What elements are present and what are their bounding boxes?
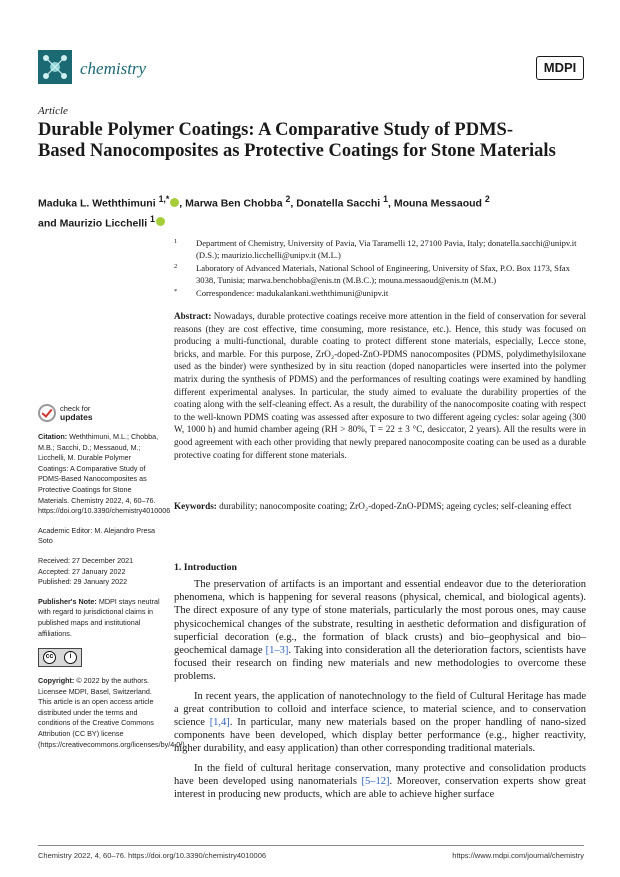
published-date: Published: 29 January 2022 [38,577,128,587]
publication-dates [38,556,160,588]
copyright-block [38,676,187,750]
abstract [174,310,586,461]
keywords-text: durability; nanocomposite coating; ZrO₂-doped-ZnO-PDMS; ageing cycles; self-cleaning effect [219,501,572,511]
affiliation-item [174,262,584,287]
publisher-note-label: Publisher's Note: [38,596,97,606]
correspondence-text: Correspondence: madukalankani.weththimuni@unipv.it [196,287,389,298]
attribution-icon: i [64,651,77,664]
article-title: Durable Polymer Coatings: A Comparative Study of PDMS-Based Nanocomposites as Protective Coatings for Stone Materials [38,120,556,161]
author-list: Maduka L. Weththimuni $^{1,*}$ , Marwa Ben Chobba $^2$, Donatella Sacchi $^1$, Mouna Messaoud $^2$ and Maurizio Licchelli $^1$ [38,194,490,229]
orcid-icon[interactable] [170,198,179,207]
citation-link[interactable]: [5–12] [361,775,390,787]
keywords [174,500,586,513]
citation-text: Weththimuni, M.L.; Chobba, M.B.; Sacchi, D.; Messaoud, M.; Licchelli, M. Durable Polymer Coatings: A Comparative Study of PDMS-Based Nanocomposites as Protective Coatings for Stone Materials. Chemistry 2022, 4, 60–76. https://doi.org/10.3390/chemistry4010006 [38,432,171,516]
academic-editor: Academic Editor: M. Alejandro Presa Soto [38,525,156,546]
author-affiliation-mark: 1 [383,194,389,204]
orcid-icon[interactable] [156,217,165,226]
affiliation-text: Laboratory of Advanced Materials, National School of Engineering, University of Sfax, P.O. Box 1173, Sfax 3038, Tunisia; marwa.benchobba@enis.tn (M.B.C.); mouna.messaoud@enis.tn (M.M.) [196,262,570,286]
citation-link[interactable]: [1,4] [209,717,230,729]
author-name[interactable]: Mouna Messaoud [393,197,482,210]
body-text [174,578,586,807]
footer-journal-link[interactable]: https://www.mdpi.com/journal/chemistry [452,851,584,860]
abstract-label: Abstract: [174,311,212,321]
affiliation-item [174,237,584,262]
creative-commons-icon: cc [43,651,56,664]
check-for-updates-button[interactable] [38,404,160,422]
cc-by-license-badge[interactable] [38,648,82,667]
journal-header [38,50,584,90]
copyright-text: © 2022 by the authors. Licensee MDPI, Basel, Switzerland. This article is an open access article distributed under the terms and conditions of the Creative Commons Attribution (CC BY) license (https://creativecommons.org/licenses/by/4.0/). [38,676,187,749]
affiliation-item [174,287,584,299]
section-heading: 1. Introduction [174,562,237,573]
journal-name[interactable]: chemistry [80,59,147,78]
affiliation-list [174,237,584,299]
body-paragraph: In recent years, the application of nanotechnology to the field of Cultural Heritage has made a great contribution to colloid and interface science, to material science, and to conservation science [1,4]. In particular, many new materials based on the proper handling of nano-sized components have been developed, which display better performance (e.g., higher reactivity, higher durability, and easy application) than other corresponding traditional materials. [174,690,586,755]
article-type: Article [38,105,68,117]
publisher-note-text: MDPI stays neutral with regard to jurisdictional claims in published maps and institutional affiliations. [38,596,160,638]
author-name[interactable]: Maurizio Licchelli [59,217,148,229]
affiliation-number: 1 [174,238,178,245]
author-affiliation-mark: 1,* [158,194,170,204]
author-affiliation-mark: 2 [285,194,291,204]
publisher-note [38,597,160,639]
citation-block [38,432,171,517]
accepted-date: Accepted: 27 January 2022 [38,566,126,576]
author-name[interactable]: Marwa Ben Chobba [185,197,283,210]
received-date: Received: 27 December 2021 [38,555,134,565]
author-name[interactable]: Maduka L. Weththimuni [38,197,156,210]
keywords-label: Keywords: [174,501,217,511]
affiliation-number: * [174,287,178,295]
author-affiliation-mark: 2 [484,194,490,204]
journal-logo-icon [38,50,72,84]
check-updates-label: check for updates [60,403,93,422]
copyright-label: Copyright: [38,676,75,686]
citation-label: Citation: [38,432,68,441]
mdpi-logo[interactable]: MDPI [536,56,584,80]
author-affiliation-mark: 1 [150,213,155,224]
article-sidebar [38,403,187,759]
affiliation-number: 2 [174,262,178,270]
footer-citation[interactable]: Chemistry 2022, 4, 60–76. https://doi.org/10.3390/chemistry4010006 [38,851,267,860]
body-paragraph: The preservation of artifacts is an important and essential endeavor due to the deterioration phenomena, which is happening for several reasons (physical, chemical, and biological agents). The direct exposure of any type of stone materials, particularly the most porous ones, may cause physicochemical changes of the substrate, resulting in aesthetic deformation and disfiguration of superficial decoration (e.g., the formation of black crusts) and bio–geophysical and bio–geochemical damage [1–3]. Taking into consideration all the deterioration factors, scientists have focused their research on finding new materials and new methodologies to overcome these problems. [174,579,586,683]
affiliation-text: Department of Chemistry, University of Pavia, Via Taramelli 12, 27100 Pavia, Italy; donatella.sacchi@unipv.it (D.S.); maurizio.licchelli@unipv.it (M.L.) [196,238,577,261]
body-paragraph: In the field of cultural heritage conservation, many protective and consolidation products have been developed using nanomaterials [5–12]. Moreover, conservation experts show great interest in producing new products, which are able to achieve higher surface [174,762,587,801]
page-footer [38,845,584,860]
citation-link[interactable]: [1–3] [265,645,289,657]
check-updates-icon [38,404,56,422]
author-name[interactable]: Donatella Sacchi [296,197,381,210]
abstract-text: Nowadays, durable protective coatings receive more attention in the field of conservation for several reasons (they are cost effective, time consuming, more resistance, etc.). Hence, this study was focused on producing a multi-functional, durable coating to protect different stone materials, especially, Lecce stone, bricks, and marble. For this purpose, ZrO₂-doped-ZnO-PDMS nanocomposites (PDMS, polydimethylsiloxane used as the binder) were synthesized by in situ reaction (doped nanoparticles were inserted into the polymer matrix during the synthesis of PDMS) and the performances of resulting coatings were examined by handling different experimental analyses. In particular, the study aimed to evaluate the durability properties of the coating along with the self-cleaning effect. As a result, the durability of the nanocomposite coating with respect to the well-known PDMS coating was assessed after exposure to two different ageing cycles: solar ageing (300 W, 1000 h) and humid chamber ageing (RH > 80%, T = 22 ± 3 °C, desiccator, 2 years). All the results were in good agreement with each other providing that newly prepared nanocomposite coating can be used as a durable protective coating for different stone materials. [174,311,586,460]
